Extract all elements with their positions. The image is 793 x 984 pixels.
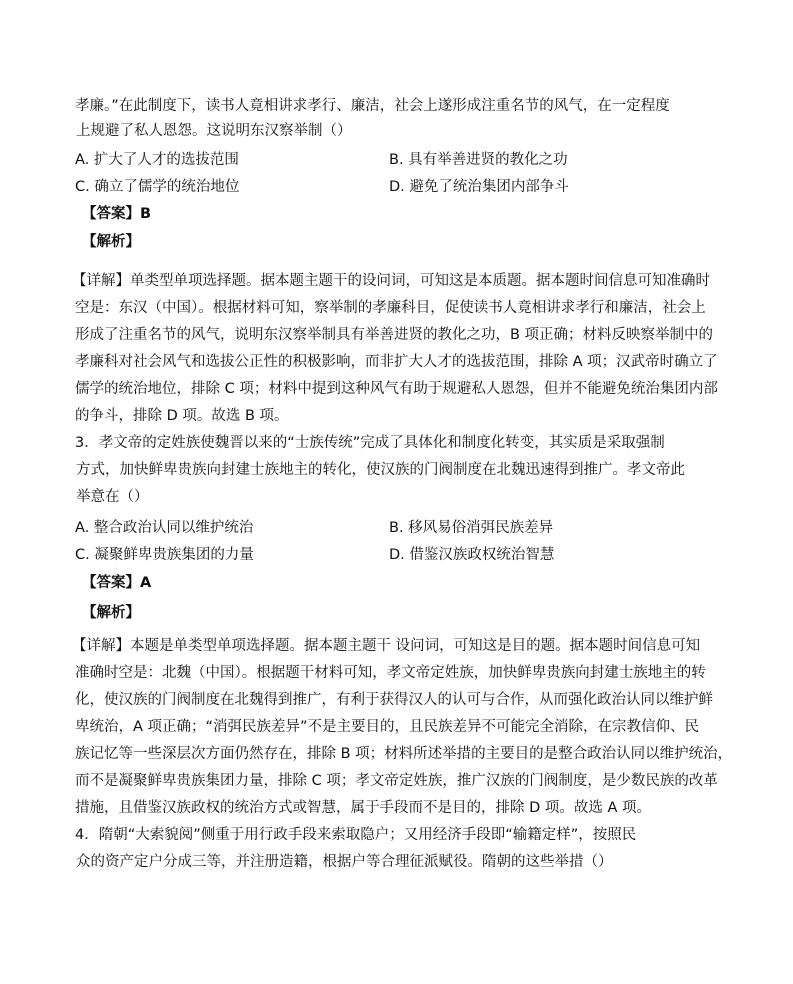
q2-detail-line: 【详解】单类型单项选择题。据本题主题干的设问词，可知这是本质题。据本题时间信息可知准确时 <box>72 273 710 289</box>
q3-analysis-label: 【解析】 <box>82 605 140 621</box>
q2-detail-line: 儒学的统治地位，排除 C 项；材料中提到这种风气有助于规避私人恩怨，但并不能避免统治集团内部 <box>75 381 718 397</box>
q4-stem-line: 众的资产定户分成三等，并注册造籍，根据户等合理征派赋役。隋朝的这些举措（） <box>76 854 613 870</box>
q3-stem-line: 3．孝文帝的定姓族使魏晋以来的“士族传统”完成了具体化和制度化转变，其实质是采取强制 <box>75 435 665 451</box>
q2-stem-line-1: 孝廉。”在此制度下，读书人竟相讲求孝行、廉洁，社会上遂形成注重名节的风气，在一定程度 <box>75 98 670 114</box>
q3-detail-line: 【详解】本题是单类型单项选择题。据本题主题干 设问词，可知这是目的题。据本题时间信息可知 <box>72 638 701 654</box>
q2-stem-line-2: 上规避了私人恩怨。这说明东汉察举制（） <box>76 123 352 139</box>
q2-option-b: B. 具有举善进贤的教化之功 <box>389 152 568 168</box>
q3-detail-line: 措施，且借鉴汉族政权的统治方式或智慧，属于手段而不是目的，排除 D 项。故选 A 项。 <box>75 800 652 816</box>
q3-option-d: D. 借鉴汉族政权统治智慧 <box>389 547 555 563</box>
q3-stem-line: 方式，加快鲜卑贵族向封建士族地主的转化，使汉族的门阀制度在北魏迅速得到推广。孝文帝此 <box>76 462 685 478</box>
q4-stem-line: 4．隋朝“大索貌阅”侧重于用行政手段来索取隐户；又用经济手段即“输籍定样”，按照民 <box>75 827 637 843</box>
q2-detail-line: 空是：东汉（中国）。根据材料可知，察举制的孝廉科目，促使读书人竟相讲求孝行和廉洁，社会上 <box>75 300 706 316</box>
q2-answer: 【答案】B <box>82 206 152 222</box>
q2-detail-line: 形成了注重名节的风气，说明东汉察举制具有举善进贤的教化之功，B 项正确；材料反映察举制中的 <box>75 327 714 343</box>
q3-detail-line: 族记忆等一些深层次方面仍然存在，排除 B 项；材料所述举措的主要目的是整合政治认同以维护统治， <box>75 746 733 762</box>
q3-option-c: C. 凝聚鲜卑贵族集团的力量 <box>75 547 254 563</box>
q3-stem-line: 举意在（） <box>76 489 149 505</box>
q3-detail-line: 而不是凝聚鲜卑贵族集团力量，排除 C 项；孝文帝定姓族，推广汉族的门阀制度，是少数民族的改革 <box>75 773 718 789</box>
q3-option-a: A. 整合政治认同以维护统治 <box>75 520 254 536</box>
q3-detail-line: 准确时空是：北魏（中国）。根据题干材料可知，孝文帝定姓族，加快鲜卑贵族向封建士族地主的转 <box>75 665 706 681</box>
q2-analysis-label: 【解析】 <box>82 234 140 250</box>
q3-option-b: B. 移风易俗消弭民族差异 <box>389 520 554 536</box>
q2-option-d: D. 避免了统治集团内部争斗 <box>389 179 569 195</box>
q2-detail-line: 孝廉科对社会风气和选拔公正性的积极影响，而非扩大人才的选拔范围，排除 A 项；汉武帝时确立了 <box>75 354 718 370</box>
q3-answer: 【答案】A <box>82 575 152 591</box>
q2-option-c: C. 确立了儒学的统治地位 <box>75 179 240 195</box>
q2-option-a: A. 扩大了人才的选拔范围 <box>75 152 239 168</box>
q3-detail-line: 卑统治，A 项正确；“消弭民族差异”不是主要目的，且民族差异不可能完全消除，在宗教信仰、民 <box>75 719 700 735</box>
q3-detail-line: 化，使汉族的门阀制度在北魏得到推广，有利于获得汉人的认可与合作，从而强化政治认同以维护鲜 <box>75 692 713 708</box>
q2-detail-line: 的争斗，排除 D 项。故选 B 项。 <box>75 408 289 424</box>
